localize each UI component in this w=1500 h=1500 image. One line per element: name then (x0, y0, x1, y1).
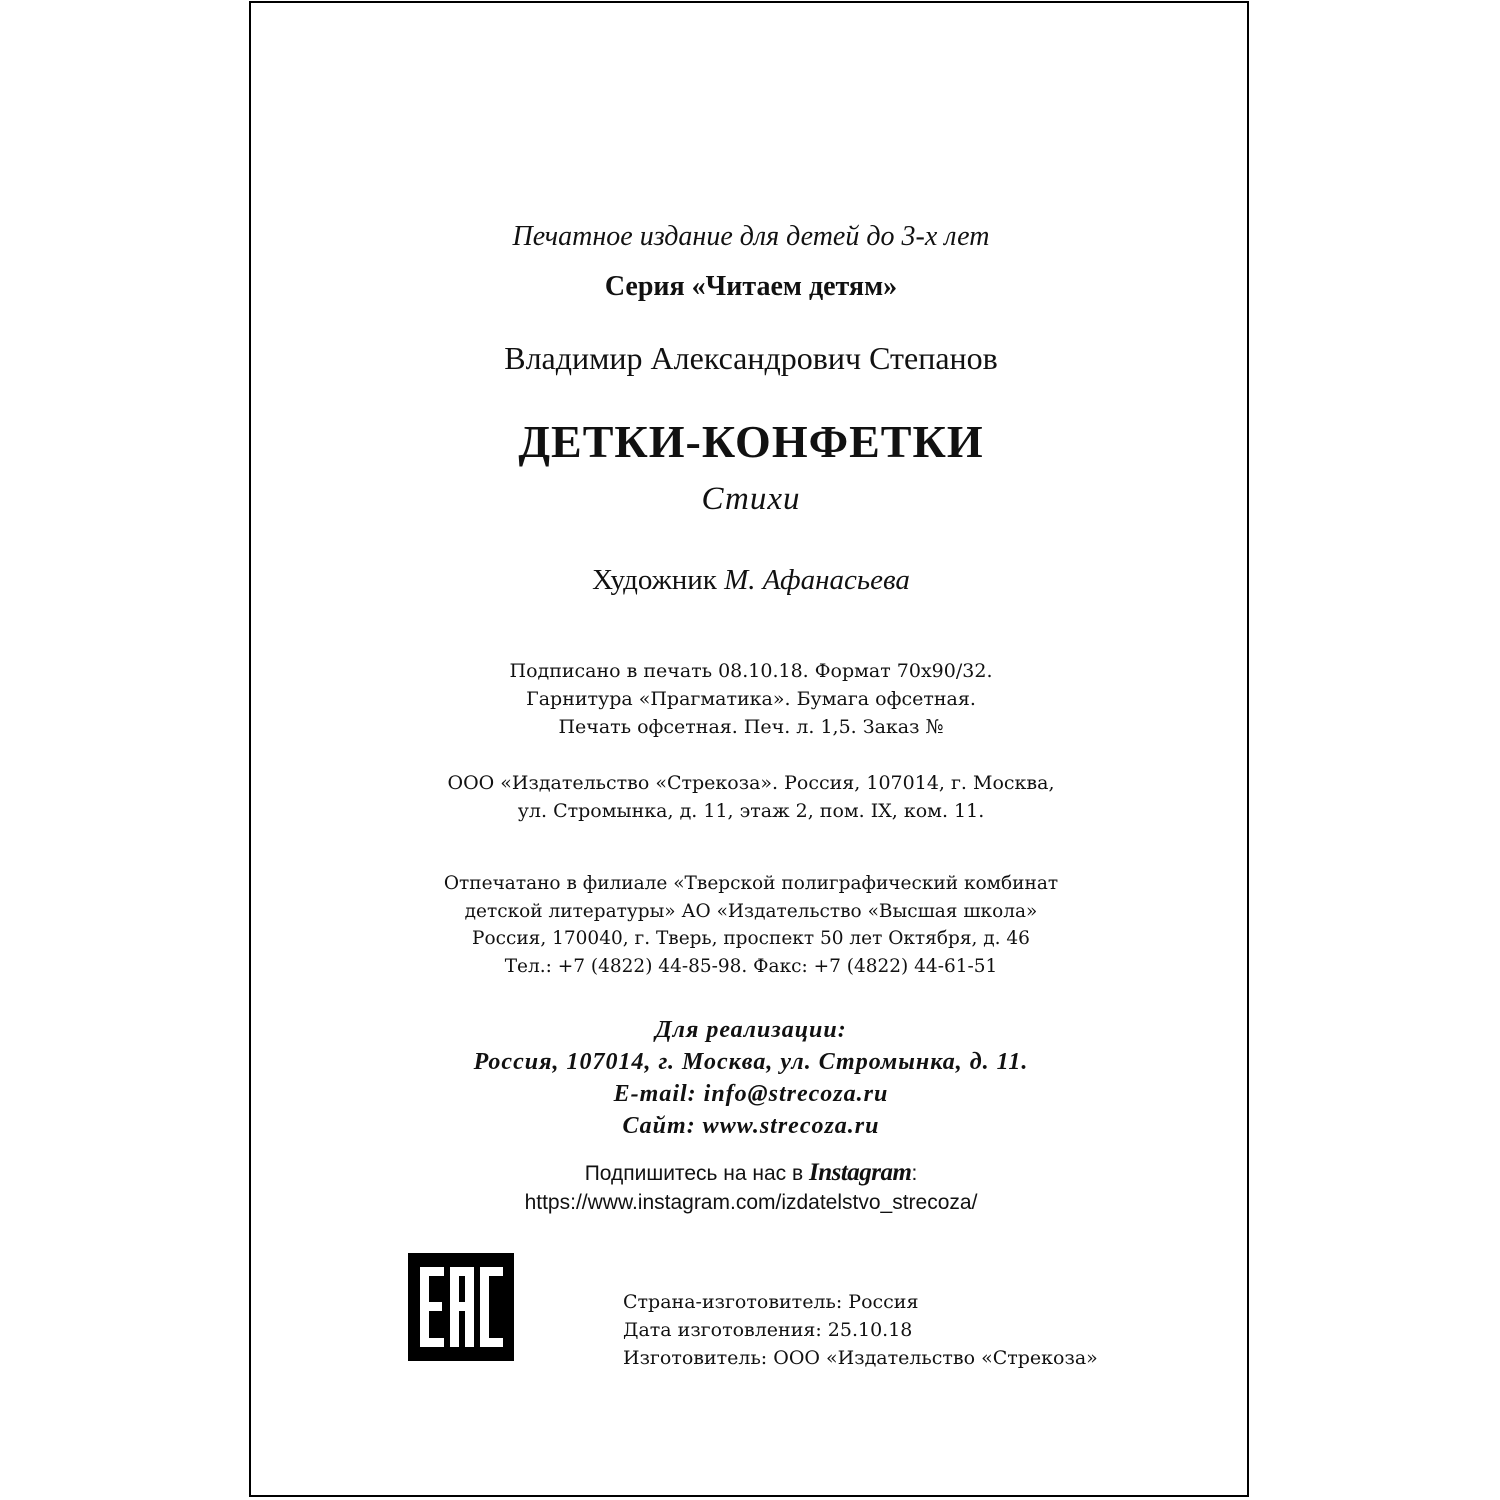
book-genre: Стихи (701, 481, 801, 517)
series-name: Серия «Читаем детям» (604, 271, 898, 302)
sales-email: E-mail: info@strecoza.ru (613, 1081, 889, 1107)
printer-line: Тел.: +7 (4822) 44-85-98. Факс: +7 (4822) 44-61-51 (504, 955, 998, 977)
imprint-page (249, 1, 1249, 1497)
print-details-line: Подписано в печать 08.10.18. Формат 70x90/32. (509, 660, 993, 682)
publisher-line: ул. Стромынка, д. 11, этаж 2, пом. IX, ком. 11. (517, 800, 985, 822)
age-rating: Печатное издание для детей до 3-х лет (512, 221, 990, 252)
artist-credit (251, 564, 1251, 597)
instagram-promo (251, 1158, 1251, 1217)
artist-label: Художник (592, 564, 725, 596)
instagram-suffix: : (911, 1162, 918, 1185)
author-name: Владимир Александрович Степанов (504, 340, 998, 376)
instagram-url[interactable]: https://www.instagram.com/izdatelstvo_strecoza/ (524, 1191, 978, 1214)
manufacturer-info (623, 1288, 1098, 1372)
sales-heading: Для реализации: (655, 1017, 847, 1043)
eac-certification-icon (408, 1253, 514, 1361)
print-details-line: Печать офсетная. Печ. л. 1,5. Заказ № (558, 716, 944, 738)
printer-line: Отпечатано в филиале «Тверской полиграфический комбинат (443, 873, 1059, 894)
printer-info (251, 870, 1251, 980)
instagram-logo-text: Instagram (808, 1159, 912, 1186)
print-details-line: Гарнитура «Прагматика». Бумага офсетная. (526, 688, 976, 710)
sales-contacts (251, 1014, 1251, 1142)
book-title: ДЕТКИ-КОНФЕТКИ (518, 416, 984, 467)
printer-line: Россия, 170040, г. Тверь, проспект 50 лет Октября, д. 46 (472, 928, 1030, 949)
publisher-line: ООО «Издательство «Стрекоза». Россия, 107014, г. Москва, (447, 772, 1055, 794)
manufacturer-country: Страна-изготовитель: Россия (623, 1291, 919, 1313)
sales-website: Сайт: www.strecoza.ru (622, 1113, 880, 1139)
manufacturer-date: Дата изготовления: 25.10.18 (623, 1319, 913, 1341)
artist-name: М. Афанасьева (724, 564, 910, 596)
publisher-address (251, 769, 1251, 825)
manufacturer-name: Изготовитель: ООО «Издательство «Стрекоза» (623, 1347, 1098, 1369)
instagram-prefix: Подпишитесь на нас в (584, 1162, 809, 1185)
sales-address: Россия, 107014, г. Москва, ул. Стромынка, д. 11. (473, 1049, 1029, 1075)
print-details (251, 657, 1251, 741)
printer-line: детской литературы» АО «Издательство «Высшая школа» (464, 900, 1038, 922)
